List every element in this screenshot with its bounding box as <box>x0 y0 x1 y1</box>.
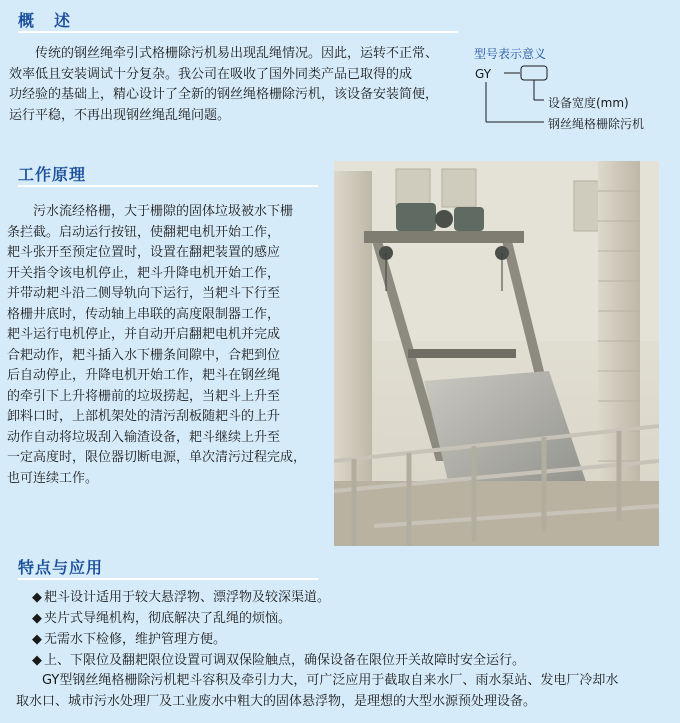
drive-motor <box>454 207 484 231</box>
feature-text: 上、下限位及翻耙限位设置可调双保险触点，确保设备在限位开关故障时安全运行。 <box>44 653 526 668</box>
principle-line: 后自动停止，升降电机开始工作，耙斗在钢丝绳 <box>7 368 281 383</box>
principle-line: 的牵引下上升将栅前的垃圾捞起，当耙斗上升至 <box>7 388 281 404</box>
principle-heading-underline <box>18 185 318 187</box>
application-line: 取水口、城市污水处理厂及工业废水中粗大的固体悬浮物，是理想的大型水源预处理设备。 <box>16 694 537 709</box>
model-width-label: 设备宽度(mm) <box>548 96 629 110</box>
channel-floor <box>334 481 659 546</box>
feature-text: 耙斗设计适用于较大悬浮物、漂浮物及较深渠道。 <box>44 590 331 605</box>
principle-line: 并带动耙斗沿二侧导轨向下运行，当耙斗下行至 <box>7 286 281 301</box>
overview-line: 运行平稳，不再出现钢丝绳乱绳问题。 <box>9 107 231 123</box>
width-placeholder-box <box>521 66 547 80</box>
principle-line: 一定高度时，限位器切断电源，单次清污过程完成， <box>7 450 307 465</box>
model-prefix: GY <box>475 67 492 81</box>
application-line: GY型钢丝绳格栅除污机耙斗容积及牵引力大，可广泛应用于截取自来水厂、雨水泵站、发电厂冷却水 <box>16 673 619 688</box>
top-frame <box>364 231 524 243</box>
overview-line: 效率低且安装调试十分复杂。我公司在吸收了国外同类产品已取得的成 <box>9 66 413 82</box>
diamond-bullet-icon: ◆ <box>32 632 42 647</box>
overview-line: 功经验的基础上，精心设计了全新的钢丝绳格栅除污机，该设备安装简便， <box>9 87 439 102</box>
diamond-bullet-icon: ◆ <box>32 611 42 626</box>
left-pillar <box>334 171 372 501</box>
principle-line: 合耙动作，耙斗插入水下栅条间隙中，合耙到位 <box>7 347 281 363</box>
overview-line: 传统的钢丝绳牵引式格栅除污机易出现乱绳情况。因此，运转不正常、 <box>9 46 439 61</box>
window <box>442 169 476 207</box>
window <box>396 169 430 207</box>
list-item <box>32 629 525 650</box>
principle-paragraph <box>7 202 306 489</box>
principle-line: 污水流经格栅，大于栅隙的固体垃圾被水下栅 <box>7 204 294 219</box>
feature-text: 夹片式导绳机构，彻底解决了乱绳的烦恼。 <box>44 611 292 626</box>
application-paragraph <box>16 670 618 712</box>
feature-text: 无需水下检修，维护管理方便。 <box>44 632 227 647</box>
diamond-bullet-icon: ◆ <box>32 653 42 668</box>
overview-heading-underline <box>18 31 458 33</box>
list-item <box>32 608 525 629</box>
model-designation-title: 型号表示意义 <box>474 47 547 61</box>
drive-motor <box>396 203 436 231</box>
principle-heading: 工作原理 <box>18 165 87 184</box>
overview-paragraph <box>9 44 438 126</box>
principle-line: 动作自动将垃圾刮入输渣设备，耙斗继续上升至 <box>7 429 281 445</box>
features-heading-underline <box>18 578 318 580</box>
rake-beam <box>408 349 516 358</box>
principle-line: 卸料口时，上部机架处的清污刮板随耙斗的上升 <box>7 409 281 424</box>
principle-line: 耙斗张开至预定位置时，设置在翻耙装置的感应 <box>7 245 281 260</box>
features-list <box>32 587 525 671</box>
list-item <box>32 650 525 671</box>
principle-line: 条拦截。启动运行按钮，使翻耙电机开始工作， <box>7 224 281 240</box>
overview-heading: 概 述 <box>18 11 73 30</box>
equipment-photo <box>334 161 659 546</box>
principle-line: 耙斗运行电机停止，并自动开启翻耙电机并完成 <box>7 327 281 342</box>
model-name-label: 钢丝绳格栅除污机 <box>548 117 645 131</box>
features-heading: 特点与应用 <box>18 558 104 577</box>
diamond-bullet-icon: ◆ <box>32 590 42 605</box>
principle-line: 也可连续工作。 <box>7 470 99 486</box>
principle-line: 格栅井底时，传动轴上串联的高度限制器工作， <box>7 306 281 322</box>
principle-line: 开关指令该电机停止，耙斗升降电机开始工作， <box>7 265 281 281</box>
list-item <box>32 587 525 608</box>
rope-drum <box>435 210 453 228</box>
